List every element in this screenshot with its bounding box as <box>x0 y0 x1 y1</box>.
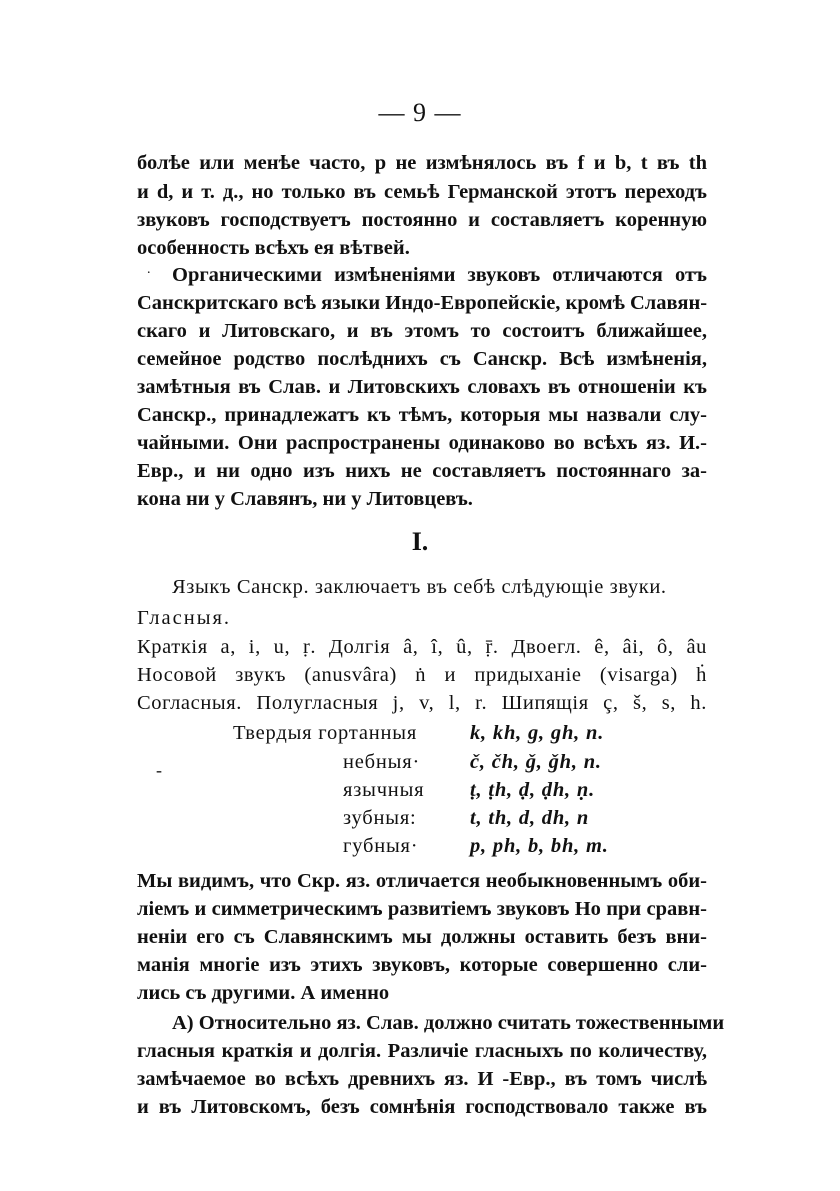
consonant-row-label: Твердыя гортанныя <box>233 722 418 744</box>
paragraph1-line: особенность всѣхъ ея вѣтвей. <box>137 237 410 259</box>
paragraph2-line: Евр., и ни одно изъ нихъ не составляетъ постояннаго за- <box>137 460 707 482</box>
consonant-row-label: губныя· <box>343 835 419 857</box>
paragraph1-line: звуковъ господствуетъ постоянно и составляетъ коренную <box>137 209 707 231</box>
consonant-row-label: зубныя: <box>343 807 417 829</box>
paragraph4-line: А) Относительно яз. Слав. должно считать тожественными <box>172 1012 725 1034</box>
paragraph1-line: и d, и т. д., но только въ семьѣ Германской этотъ переходъ <box>137 181 707 203</box>
page-number: — 9 — <box>378 98 462 127</box>
paragraph3-line: манія многіе изъ этихъ звуковъ, которые совершенно сли- <box>137 954 707 976</box>
consonant-row-sounds: ṭ, ṭh, ḍ, ḍh, ṇ. <box>470 779 596 801</box>
vowels-line: Краткія a, i, u, ṛ. Долгія â, î, û, ṝ. Двоегл. ê, âi, ô, âu <box>137 636 707 658</box>
paragraph2-line: Санскр., принадлежатъ къ тѣмъ, которыя мы назвали слу- <box>137 404 707 426</box>
consonant-row-label: небныя· <box>343 751 421 773</box>
consonants-line: Согласныя. Полугласныя j, v, l, r. Шипящія ç, š, s, h. <box>137 692 707 714</box>
consonant-row-sounds: k, kh, g, gh, n. <box>470 722 605 744</box>
paragraph2-line: чайными. Они распространены одинаково во всѣхъ яз. И.- <box>137 432 707 454</box>
nasal-line: Носовой звукъ (anusvâra) ṅ и придыханіе (visarga) ḣ <box>137 664 707 686</box>
stray-mark: . <box>147 262 151 277</box>
stray-mark: - <box>156 760 162 780</box>
paragraph2-line: скаго и Литовскаго, и въ этомъ то состоитъ ближайшее, <box>137 320 707 342</box>
paragraph3-line: ліемъ и симметрическимъ развитіемъ звуковъ Но при сравн- <box>137 898 707 920</box>
consonant-row-sounds: č, čh, ǧ, ǧh, n. <box>470 751 602 773</box>
paragraph3-line: неніи его съ Славянскимъ мы должны оставить безъ вни- <box>137 926 707 948</box>
paragraph2-line: Органическими измѣненіями звуковъ отличаются отъ <box>172 264 707 286</box>
section-heading: I. <box>411 527 429 556</box>
paragraph2-line: замѣтныя въ Слав. и Литовскихъ словахъ въ отношеніи къ <box>137 376 707 398</box>
vowels-heading: Гласныя. <box>137 607 232 629</box>
consonant-row-label: язычныя <box>343 779 425 801</box>
paragraph2-line: Санскритскаго всѣ языки Индо-Европейскіе, кромѣ Славян- <box>137 292 708 314</box>
paragraph4-line: и въ Литовскомъ, безъ сомнѣнія господствовало также въ <box>137 1096 707 1118</box>
intro-line: Языкъ Санскр. заключаетъ въ себѣ слѣдующіе звуки. <box>172 576 667 598</box>
paragraph4-line: замѣчаемое во всѣхъ древнихъ яз. И -Евр., въ томъ числѣ <box>137 1068 707 1090</box>
consonant-row-sounds: p, ph, b, bh, m. <box>470 835 609 857</box>
paragraph1-line: болѣе или менѣе часто, p не измѣнялось въ f и b, t въ th <box>137 152 707 174</box>
paragraph3-line: Мы видимъ, что Скр. яз. отличается необыкновеннымъ оби- <box>137 870 707 892</box>
paragraph3-line: лись съ другими. А именно <box>137 982 390 1004</box>
paragraph2-line: семейное родство послѣднихъ съ Санскр. Всѣ измѣненія, <box>137 348 707 370</box>
paragraph2-line: кона ни у Славянъ, ни у Литовцевъ. <box>137 488 473 510</box>
consonant-row-sounds: t, th, d, dh, n <box>470 807 590 829</box>
paragraph4-line: гласныя краткія и долгія. Различіе гласныхъ по количеству, <box>137 1040 707 1062</box>
